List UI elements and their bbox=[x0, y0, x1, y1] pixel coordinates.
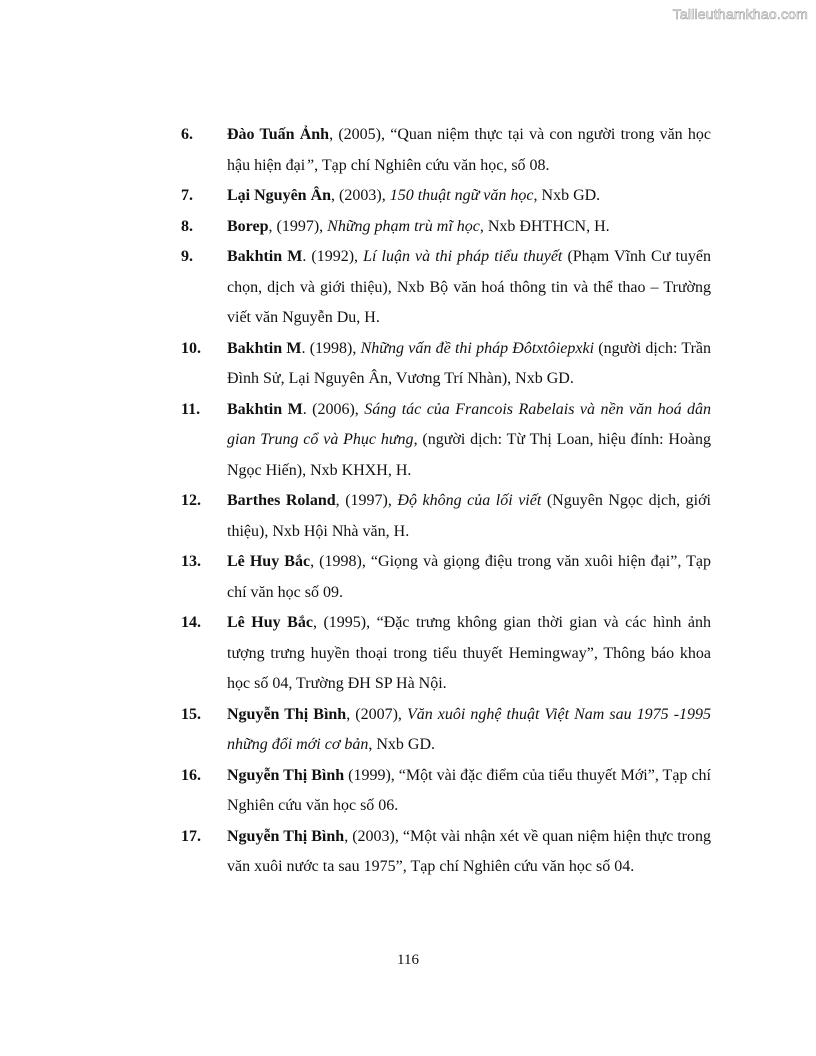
reference-title: Độ không của lối viết bbox=[397, 492, 542, 509]
reference-item bbox=[181, 181, 711, 212]
reference-details: . (1998), bbox=[301, 339, 361, 357]
reference-text bbox=[227, 486, 711, 547]
reference-text bbox=[227, 181, 711, 212]
reference-text bbox=[227, 822, 711, 883]
reference-item bbox=[181, 242, 711, 334]
reference-number: 10. bbox=[181, 339, 201, 357]
reference-text bbox=[227, 761, 711, 822]
reference-publisher: (người dịch: Trần Đình Sử, Lại Nguyên Ân, Vương Trí Nhàn), Nxb GD. bbox=[227, 339, 712, 387]
reference-number: 12. bbox=[181, 492, 201, 509]
reference-title: Những phạm trù mĩ học bbox=[327, 217, 480, 235]
watermark-text: Tailieuthamkhao.com bbox=[672, 6, 808, 22]
reference-item bbox=[181, 761, 711, 822]
reference-publisher: , (người dịch: Từ Thị Loan, hiệu đính: Hoàng Ngọc Hiến), Nxb KHXH, H. bbox=[227, 431, 712, 479]
reference-details: , (2005), “Quan niệm thực tại và con người trong văn học hậu hiện đại bbox=[227, 126, 712, 174]
reference-details: , (1997), bbox=[335, 492, 398, 509]
reference-title: Sáng tác của Francois Rabelais và nền văn hoá dân gian Trung cổ và Phục hưng bbox=[227, 400, 712, 448]
reference-item bbox=[181, 395, 711, 487]
reference-details: . (1992), bbox=[302, 248, 364, 265]
reference-author: Bakhtin M bbox=[227, 339, 302, 357]
reference-details: , (1997), bbox=[268, 217, 328, 235]
reference-details: , (2007), bbox=[346, 705, 407, 723]
reference-text bbox=[227, 608, 711, 700]
reference-number: 14. bbox=[181, 614, 201, 631]
reference-title: Lí luận và thi pháp tiểu thuyết bbox=[363, 248, 563, 265]
reference-list bbox=[181, 120, 711, 883]
reference-author: Lê Huy Bắc bbox=[227, 614, 313, 631]
reference-author: Nguyễn Thị Bình bbox=[227, 827, 345, 845]
page-number: 116 bbox=[397, 952, 419, 968]
reference-title: Những vấn đề thi pháp Đôtxtôiepxki bbox=[360, 339, 595, 357]
reference-details: , (1998), “Giọng và giọng điệu trong văn xuôi hiện đại”, Tạp chí văn học số 09. bbox=[227, 553, 712, 601]
reference-details: , (1995), “Đặc trưng không gian thời gian và các hình ảnh tượng trưng huyền thoại trong tiểu thuyết Hemingway”, Thông báo khoa học số 04, Trường ĐH SP Hà Nội. bbox=[227, 614, 712, 692]
reference-number: 8. bbox=[181, 217, 193, 235]
reference-author: Đào Tuấn Ảnh bbox=[227, 126, 330, 143]
reference-item bbox=[181, 334, 711, 395]
reference-text bbox=[227, 547, 711, 608]
reference-publisher: (Phạm Vĩnh Cư tuyển chọn, dịch và giới thiệu), Nxb Bộ văn hoá thông tin và thể thao – Trường viết văn Nguyễn Du, H. bbox=[227, 248, 712, 326]
reference-text bbox=[227, 120, 711, 181]
reference-number: 9. bbox=[181, 248, 193, 265]
reference-publisher: , Tạp chí Nghiên cứu văn học, số 08. bbox=[314, 156, 550, 174]
reference-title: 150 thuật ngữ văn học bbox=[389, 187, 534, 204]
reference-number: 11. bbox=[181, 400, 201, 418]
reference-publisher: , Nxb GD. bbox=[368, 736, 436, 753]
reference-item bbox=[181, 547, 711, 608]
reference-title: ” bbox=[305, 156, 315, 174]
reference-author: Barthes Roland bbox=[227, 492, 336, 509]
reference-number: 7. bbox=[181, 187, 193, 204]
reference-author: Bakhtin M bbox=[227, 248, 303, 265]
reference-number: 6. bbox=[181, 126, 193, 143]
reference-author: Bakhtin M bbox=[227, 400, 303, 418]
reference-item bbox=[181, 700, 711, 761]
reference-publisher: (Nguyên Ngọc dịch, giới thiệu), Nxb Hội Nhà văn, H. bbox=[227, 492, 712, 540]
reference-item bbox=[181, 212, 711, 243]
reference-item bbox=[181, 822, 711, 883]
reference-text bbox=[227, 700, 711, 761]
reference-publisher: , Nxb GD. bbox=[533, 187, 601, 204]
reference-number: 17. bbox=[181, 827, 201, 845]
reference-title: Văn xuôi nghệ thuật Việt Nam sau 1975 -1995 những đổi mới cơ bản bbox=[227, 705, 712, 753]
reference-number: 15. bbox=[181, 705, 201, 723]
reference-number: 13. bbox=[181, 553, 201, 570]
reference-publisher: , Nxb ĐHTHCN, H. bbox=[479, 217, 610, 235]
reference-number: 16. bbox=[181, 766, 201, 784]
reference-item bbox=[181, 486, 711, 547]
reference-author: Lại Nguyên Ân bbox=[227, 187, 332, 204]
reference-item bbox=[181, 608, 711, 700]
reference-text bbox=[227, 212, 711, 243]
reference-details: , (2003), “Một vài nhận xét về quan niệm hiện thực trong văn xuôi nước ta sau 1975”, Tạp chí Nghiên cứu văn học số 04. bbox=[227, 827, 712, 875]
reference-item bbox=[181, 120, 711, 181]
reference-details: (1999), “Một vài đặc điểm của tiểu thuyết Mới”, Tạp chí Nghiên cứu văn học số 06. bbox=[227, 766, 711, 814]
reference-details: . (2006), bbox=[302, 400, 365, 418]
reference-text bbox=[227, 242, 711, 334]
reference-author: Borep bbox=[227, 217, 269, 235]
reference-text bbox=[227, 334, 711, 395]
reference-author: Lê Huy Bắc bbox=[227, 553, 311, 570]
reference-details: , (2003), bbox=[331, 187, 390, 204]
reference-text bbox=[227, 395, 711, 487]
reference-author: Nguyễn Thị Bình bbox=[227, 705, 347, 723]
reference-author: Nguyễn Thị Bình bbox=[227, 766, 345, 784]
